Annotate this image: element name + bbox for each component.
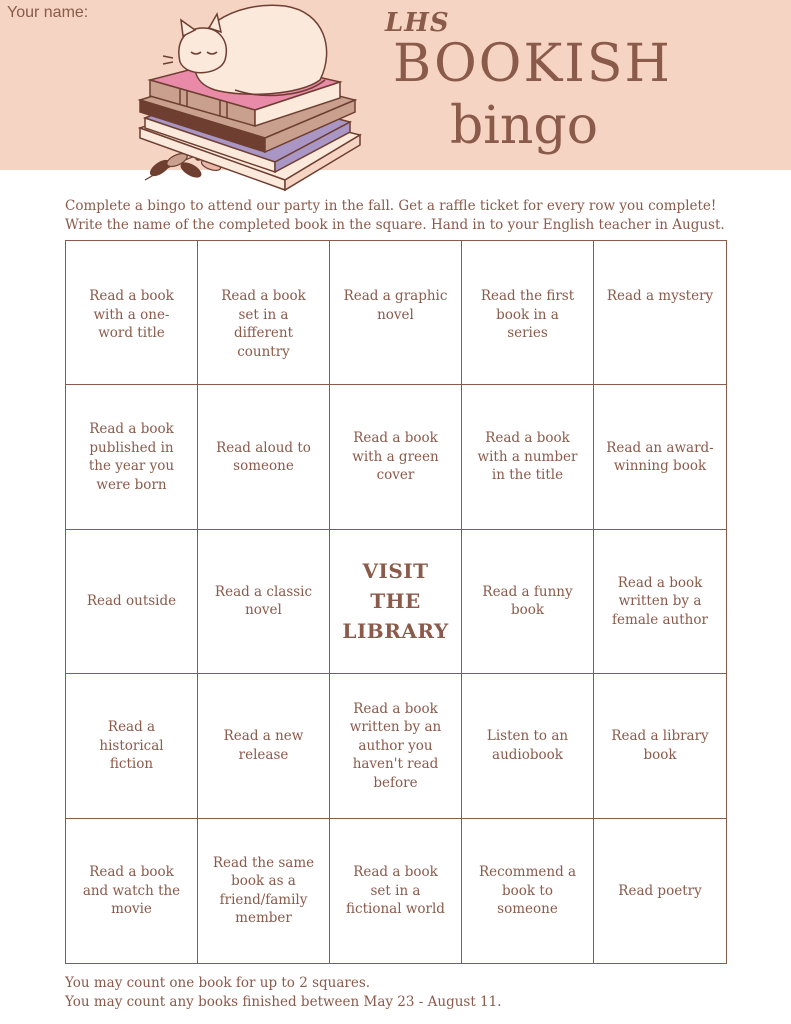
bingo-square[interactable]: Read an award-winning book: [594, 385, 726, 529]
rule-line: You may count one book for up to 2 squares.: [65, 975, 371, 991]
bingo-square[interactable]: Read poetry: [618, 882, 702, 899]
bingo-square[interactable]: Read a book set in a different country: [198, 241, 330, 385]
bingo-square[interactable]: Read a library book: [594, 674, 726, 818]
bingo-square[interactable]: Read the same book as a friend/family member: [198, 819, 330, 963]
bingo-square[interactable]: Read a classic novel: [198, 530, 330, 674]
bingo-square[interactable]: Read outside: [66, 530, 198, 674]
bingo-square[interactable]: Read a historical fiction: [66, 674, 198, 818]
instruction-line: Write the name of the completed book in the square. Hand in to your English teacher in August.: [65, 217, 725, 233]
bingo-square[interactable]: Read a funny book: [462, 530, 594, 674]
rule-line: You may count any books finished between May 23 - August 11.: [65, 994, 502, 1010]
bingo-grid: [65, 240, 727, 964]
bingo-square[interactable]: Recommend a book to someone: [462, 819, 594, 963]
bingo-square[interactable]: Read aloud to someone: [198, 385, 330, 529]
page-subtitle: bingo: [450, 96, 599, 156]
bingo-square[interactable]: Read a book with a green cover: [330, 385, 462, 529]
instructions: [65, 197, 765, 235]
bingo-square[interactable]: Read the first book in a series: [462, 241, 594, 385]
instruction-line: Complete a bingo to attend our party in the fall. Get a raffle ticket for every row you complete!: [65, 198, 717, 214]
bingo-square[interactable]: Read a book with a one-word title: [66, 241, 198, 385]
bingo-square[interactable]: Read a book published in the year you were born: [66, 385, 198, 529]
your-name-label: Your name:: [7, 4, 89, 21]
bingo-square[interactable]: Read a book and watch the movie: [66, 819, 198, 963]
bingo-square[interactable]: Read a mystery: [594, 241, 726, 385]
bingo-square[interactable]: Read a graphic novel: [330, 241, 462, 385]
bingo-square[interactable]: Listen to an audiobook: [462, 674, 594, 818]
rules-footer: [65, 974, 765, 1012]
bingo-square[interactable]: Read a book written by a female author: [594, 530, 726, 674]
bingo-square[interactable]: Read a book with a number in the title: [462, 385, 594, 529]
cat-on-books-illustration: [125, 0, 375, 195]
bingo-square[interactable]: Read a book written by an author you haven't read before: [330, 674, 462, 818]
page-title: BOOKISH: [393, 34, 672, 94]
school-logo-text: LHS: [385, 8, 450, 38]
bingo-square[interactable]: Read a new release: [198, 674, 330, 818]
bingo-square[interactable]: Read a book set in a fictional world: [330, 819, 462, 963]
free-square[interactable]: VISIT THE LIBRARY: [330, 530, 462, 674]
